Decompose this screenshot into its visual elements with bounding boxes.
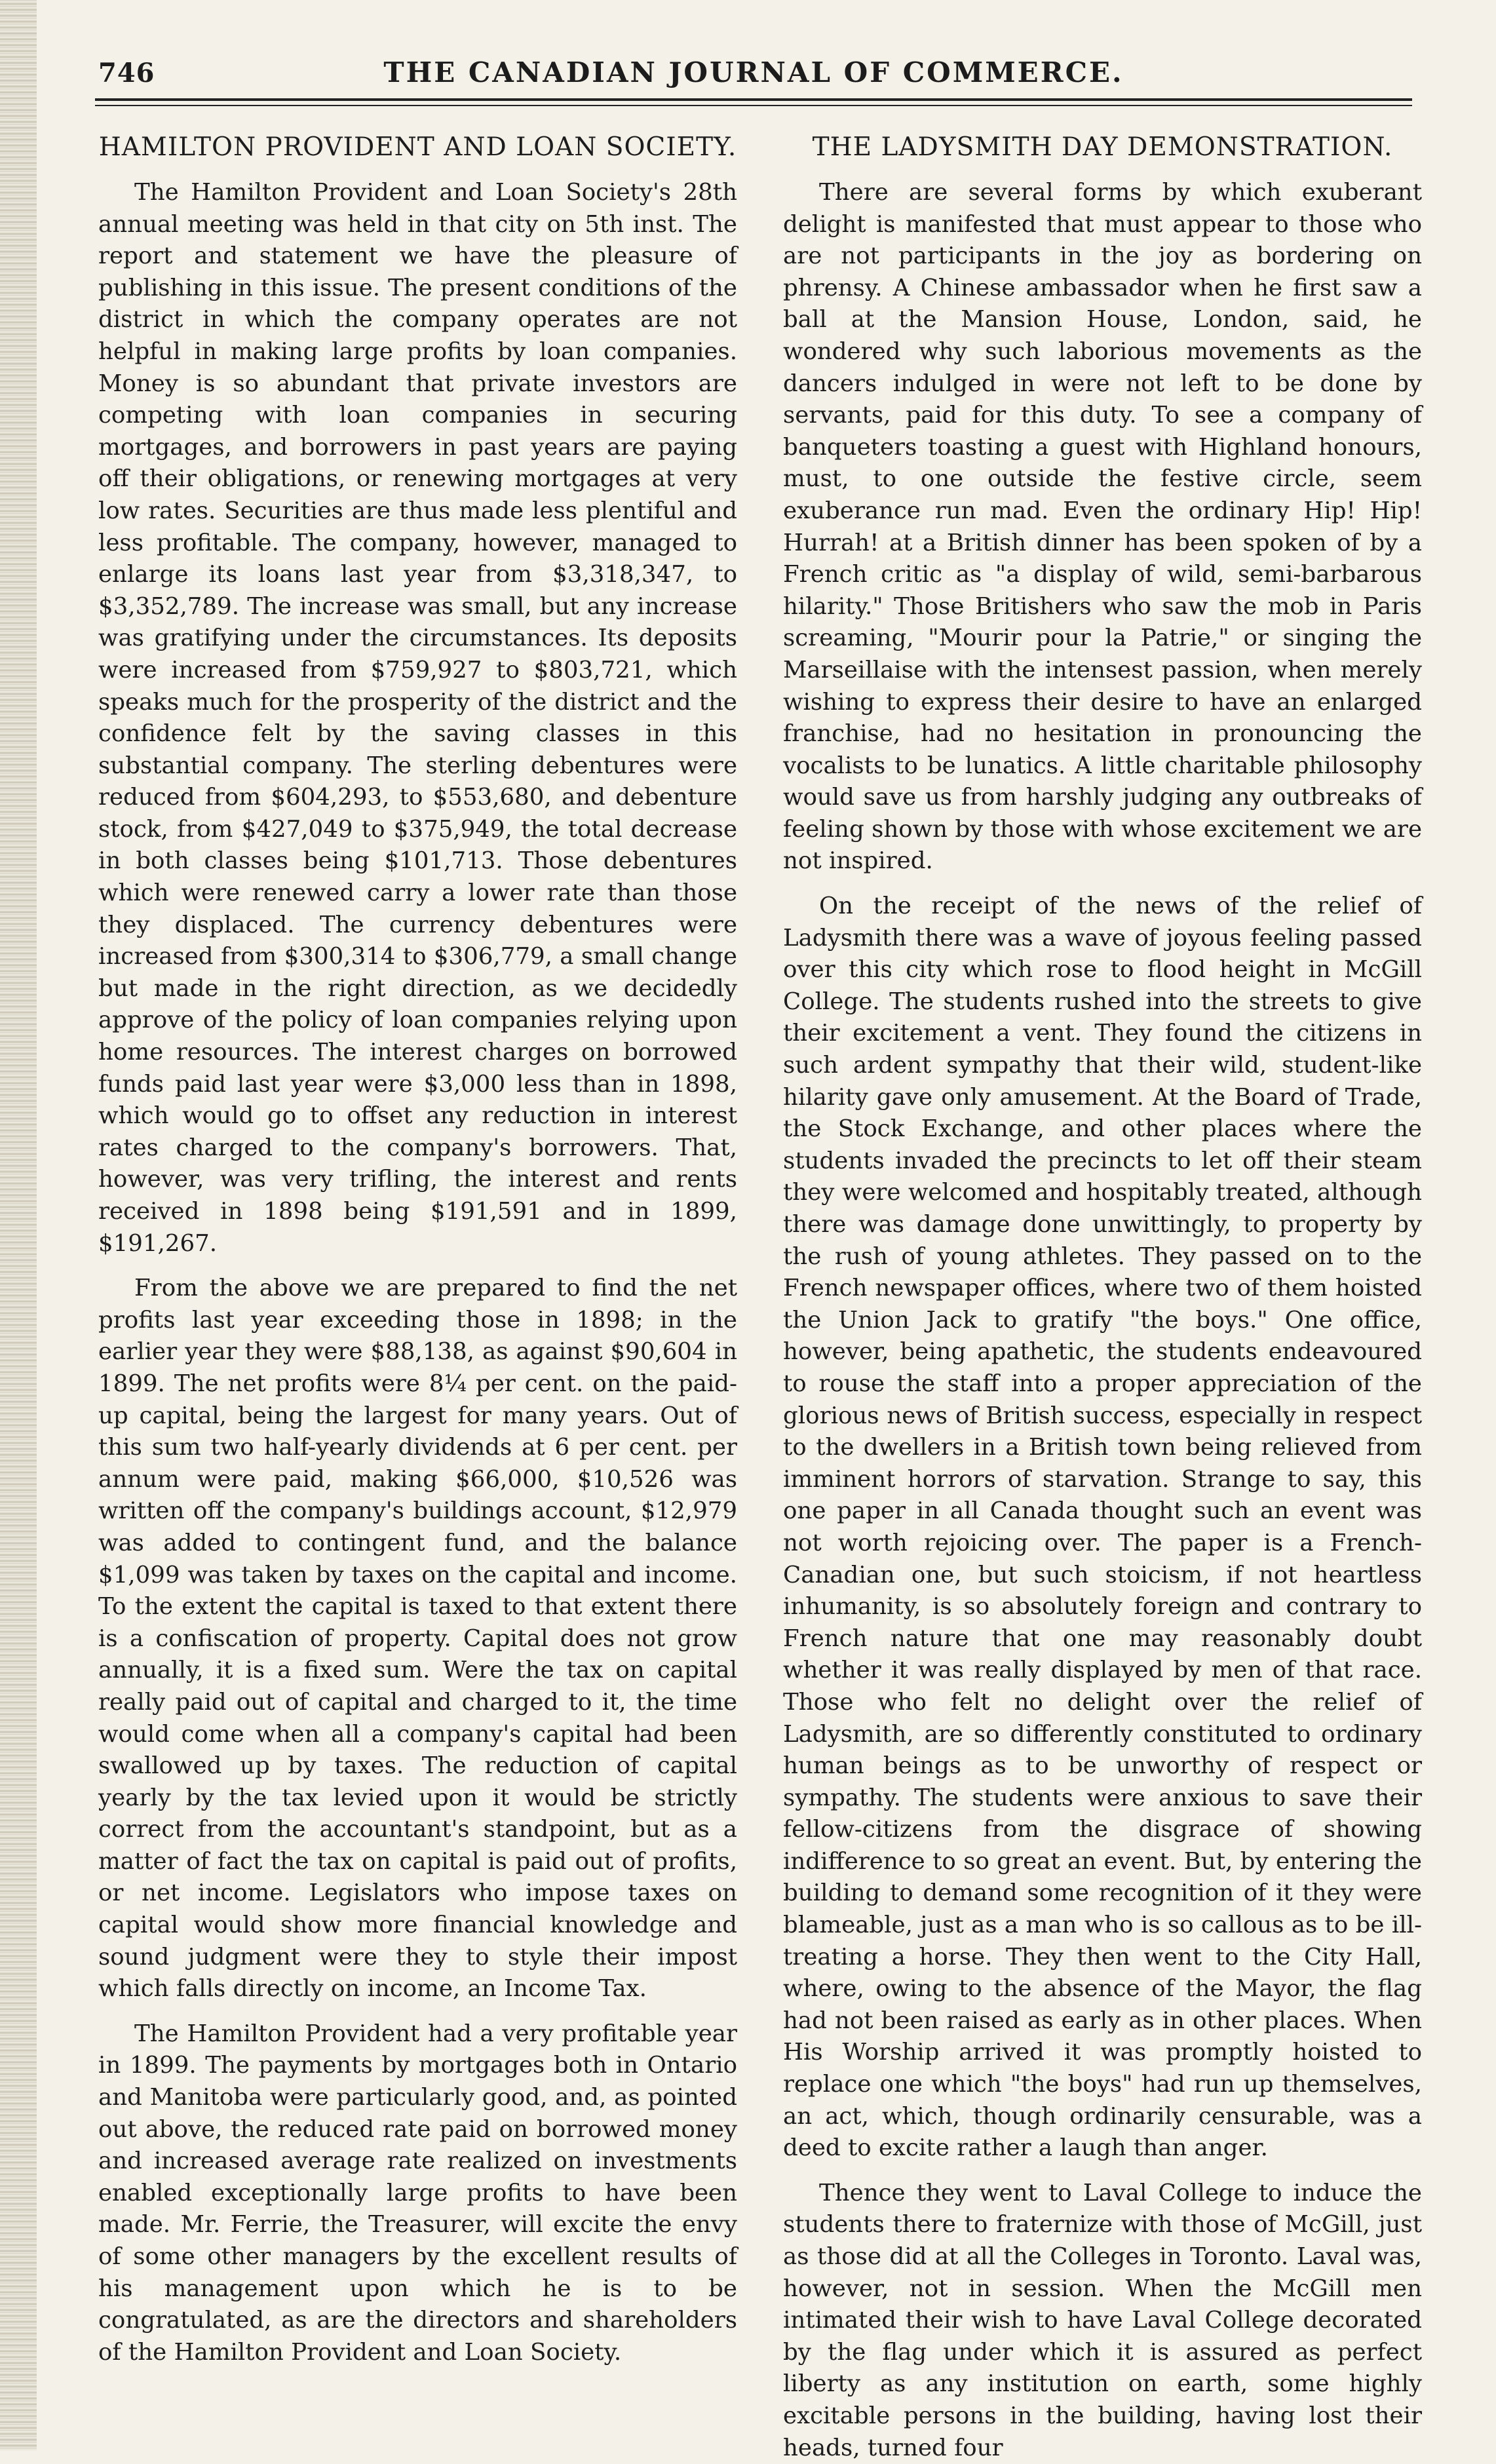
header-rule-thin [95, 105, 1412, 106]
header-rule-thick [95, 98, 1412, 101]
page-header [98, 52, 1409, 92]
binding-edge [0, 0, 37, 2450]
right-article-heading: THE LADYSMITH DAY DEMONSTRATION. [812, 132, 1393, 162]
right-article-paragraph-1: There are several forms by which exuberant delight is manifested that must appear to those who are not participants in the joy as bordering on phrensy. A Chinese ambassador when he first saw a ball at the Mansion House, London, said, he wondered why such laborious movements as the dancers indulged in were not left to be done by servants, paid for this duty. To see a company of banqueters toasting a guest with Highland honours, must, to one outside the festive circle, seem exuberance run mad. Even the ordinary Hip! Hip! Hurrah! at a British dinner has been spoken of by a French critic as "a display of wild, semi-barbarous hilarity." Those Britishers who saw the mob in Paris screaming, "Mourir pour la Patrie," or singing the Marseillaise with the intensest passion, when merely wishing to express their desire to have an enlarged franchise, had no hesitation in pronouncing the vocalists to be lunatics. A little charitable philosophy would save us from harshly judging any outbreaks of feeling shown by those with whose excitement we are not inspired. [783, 179, 1422, 875]
left-article-heading: HAMILTON PROVIDENT AND LOAN SOCIETY. [98, 132, 737, 162]
left-column [98, 131, 737, 2412]
left-article-paragraph-3: The Hamilton Provident had a very profitable year in 1899. The payments by mortgages both in Ontario and Manitoba were particularly good, and, as pointed out above, the reduced rate paid on borrowed money and increased average rate realized on investments enabled exceptionally large profits to have been made. Mr. Ferrie, the Treasurer, will excite the envy of some other managers by the excellent results of his management upon which he is to be congratulated, as are the directors and shareholders of the Hamilton Provident and Loan Society. [98, 2020, 737, 2366]
left-article-paragraph-2: From the above we are prepared to find the net profits last year exceeding those in 1898; in the earlier year they were $88,138, as against $90,604 in 1899. The net profits were 8¼ per cent. on the paid-up capital, being the largest for many years. Out of this sum two half-yearly dividends at 6 per cent. per annum were paid, making $66,000, $10,526 was written off the company's buildings account, $12,979 was added to contingent fund, and the balance $1,099 was taken by taxes on the capital and income. To the extent the capital is taxed to that extent there is a confiscation of property. Capital does not grow annually, it is a fixed sum. Were the tax on capital really paid out of capital and charged to it, the time would come when all a company's capital had been swallowed up by taxes. The reduction of capital yearly by the tax levied upon it would be strictly correct from the accountant's standpoint, but as a matter of fact the tax on capital is paid out of profits, or net income. Legislators who impose taxes on capital would show more financial knowledge and sound judgment were they to style their impost which falls directly on income, an Income Tax. [98, 1275, 737, 2003]
page-number: 746 [98, 58, 155, 88]
journal-title: THE CANADIAN JOURNAL OF COMMERCE. [383, 56, 1124, 88]
left-article-paragraph-1: The Hamilton Provident and Loan Society's 28th annual meeting was held in that city on 5th inst. The report and statement we have the pleasure of publishing in this issue. The present conditions of the district in which the company operates are not helpful in making large profits by loan companies. Money is so abundant that private investors are competing with loan companies in securing mortgages, and borrowers in past years are paying off their obligations, or renewing mortgages at very low rates. Securities are thus made less plentiful and less profitable. The company, however, managed to enlarge its loans last year from $3,318,347, to $3,352,789. The increase was small, but any increase was gratifying under the circumstances. Its deposits were increased from $759,927 to $803,721, which speaks much for the prosperity of the district and the confidence felt by the saving classes in this substantial company. The sterling debentures were reduced from $604,293, to $553,680, and debenture stock, from $427,049 to $375,949, the total decrease in both classes being $101,713. Those debentures which were renewed carry a lower rate than those they displaced. The currency debentures were increased from $300,314 to $306,779, a small change but made in the right direction, as we decidedly approve of the policy of loan companies relying upon home resources. The interest charges on borrowed funds paid last year were $3,000 less than in 1898, which would go to offset any reduction in interest rates charged to the company's borrowers. That, however, was very trifling, the interest and rents received in 1898 being $191,591 and in 1899, $191,267. [98, 179, 737, 1257]
right-article-paragraph-3: Thence they went to Laval College to induce the students there to fraternize with those of McGill, just as those did at all the Colleges in Toronto. Laval was, however, not in session. When the McGill men intimated their wish to have Laval College decorated by the flag under which it is assured as perfect liberty as any institution on earth, some highly excitable persons in the building, having lost their heads, turned four [783, 2179, 1422, 2461]
right-column [783, 131, 1422, 2461]
right-article-paragraph-2: On the receipt of the news of the relief of Ladysmith there was a wave of joyous feeling passed over this city which rose to flood height in McGill College. The students rushed into the streets to give their excitement a vent. They found the citizens in such ardent sympathy that their wild, student-like hilarity gave only amusement. At the Board of Trade, the Stock Exchange, and other places where the students invaded the precincts to let off their steam they were welcomed and hospitably treated, although there was damage done unwittingly, to property by the rush of young athletes. They passed on to the French newspaper offices, where two of them hoisted the Union Jack to gratify "the boys." One office, however, being apathetic, the students endeavoured to rouse the staff into a proper appreciation of the glorious news of British success, especially in respect to the dwellers in a British town being relieved from imminent horrors of starvation. Strange to say, this one paper in all Canada thought such an event was not worth rejoicing over. The paper is a French-Canadian one, but such stoicism, if not heartless inhumanity, is so absolutely foreign and contrary to French nature that one may reasonably doubt whether it was really displayed by men of that race. Those who felt no delight over the relief of Ladysmith, are so differently constituted to ordinary human beings as to be unworthy of respect or sympathy. The students were anxious to save their fellow-citizens from the disgrace of showing indifference to so great an event. But, by entering the building to demand some recognition of it they were blameable, just as a man who is so callous as to be ill-treating a horse. They then went to the City Hall, where, owing to the absence of the Mayor, the flag had not been raised as early as in other places. When His Worship arrived it was promptly hoisted to replace one which "the boys" had run up themselves, an act, which, though ordinarily censurable, was a deed to excite rather a laugh than anger. [783, 893, 1422, 2162]
